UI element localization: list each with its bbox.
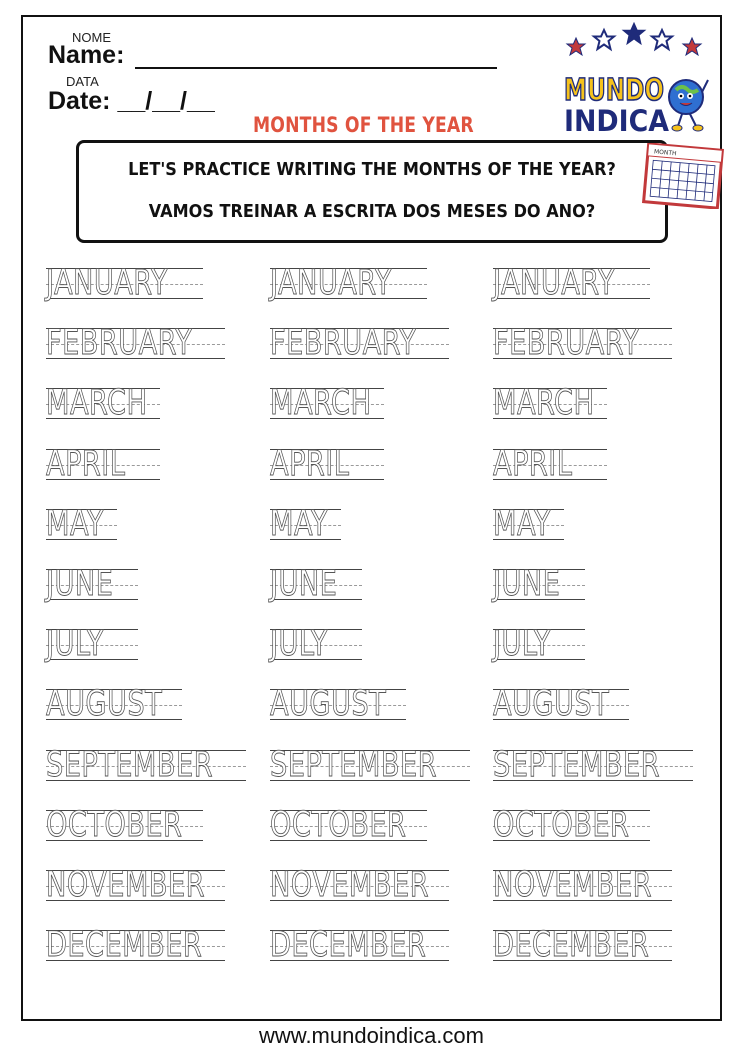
tracing-word: DECEMBER (493, 925, 650, 965)
tracing-word: JULY (46, 624, 104, 664)
tracing-word-cell[interactable] (46, 563, 138, 613)
calendar-icon (642, 143, 724, 209)
tracing-word: NOVEMBER (46, 865, 205, 905)
tracing-word-cell[interactable] (493, 382, 607, 432)
tracing-word: SEPTEMBER (46, 745, 213, 785)
tracing-word: NOVEMBER (493, 865, 652, 905)
tracing-word-cell[interactable] (46, 744, 246, 794)
instructions-box (76, 140, 668, 243)
tracing-word: MAY (493, 504, 551, 544)
tracing-word-cell[interactable] (46, 623, 138, 673)
tracing-word-cell[interactable] (270, 924, 449, 974)
tracing-word-cell[interactable] (46, 864, 225, 914)
tracing-word-cell[interactable] (270, 322, 449, 372)
tracing-word: JULY (270, 624, 328, 664)
tracing-word: MARCH (493, 383, 595, 423)
tracing-word: FEBRUARY (46, 323, 193, 363)
tracing-word: JUNE (46, 564, 114, 604)
tracing-word: AUGUST (493, 684, 610, 724)
tracing-word-cell[interactable] (270, 623, 362, 673)
tracing-word-cell[interactable] (493, 744, 693, 794)
logo-text-mundo: MUNDO (564, 73, 664, 108)
tracing-word-cell[interactable] (493, 563, 585, 613)
footer-url: www.mundoindica.com (259, 1023, 484, 1048)
tracing-word: OCTOBER (46, 805, 183, 845)
tracing-word: APRIL (46, 444, 126, 484)
name-label: Name: (48, 41, 125, 69)
tracing-word-cell[interactable] (493, 683, 629, 733)
tracing-word: APRIL (270, 444, 350, 484)
tracing-word-cell[interactable] (493, 262, 650, 312)
tracing-word: JUNE (270, 564, 338, 604)
tracing-word-cell[interactable] (46, 443, 160, 493)
tracing-word-cell[interactable] (46, 503, 117, 553)
tracing-word: MAY (270, 504, 328, 544)
tracing-word-cell[interactable] (493, 443, 607, 493)
tracing-word-cell[interactable] (493, 924, 672, 974)
tracing-word: OCTOBER (270, 805, 407, 845)
tracing-word-cell[interactable] (46, 382, 160, 432)
tracing-word: OCTOBER (493, 805, 630, 845)
mundo-indica-logo (556, 22, 716, 137)
tracing-word: JANUARY (493, 263, 615, 303)
tracing-word-cell[interactable] (270, 262, 427, 312)
tracing-word: SEPTEMBER (270, 745, 437, 785)
tracing-word-cell[interactable] (270, 443, 384, 493)
tracing-word: FEBRUARY (270, 323, 417, 363)
tracing-word: MARCH (46, 383, 148, 423)
tracing-word: AUGUST (46, 684, 163, 724)
name-label-pt: NOME (72, 30, 111, 45)
tracing-word: JANUARY (46, 263, 168, 303)
date-label-pt: DATA (66, 74, 99, 89)
tracing-word-cell[interactable] (270, 864, 449, 914)
tracing-word-cell[interactable] (493, 804, 650, 854)
tracing-word-cell[interactable] (493, 623, 585, 673)
tracing-word-cell[interactable] (46, 262, 203, 312)
page-title: MONTHS OF THE YEAR (253, 113, 474, 137)
logo-text-indica: INDICA (564, 104, 670, 137)
tracing-word: AUGUST (270, 684, 387, 724)
tracing-word: JULY (493, 624, 551, 664)
tracing-word: SEPTEMBER (493, 745, 660, 785)
tracing-word: MARCH (270, 383, 372, 423)
tracing-word-cell[interactable] (270, 744, 470, 794)
tracing-word: JUNE (493, 564, 561, 604)
tracing-word: APRIL (493, 444, 573, 484)
tracing-word-cell[interactable] (46, 804, 203, 854)
tracing-word-cell[interactable] (493, 322, 672, 372)
tracing-word-cell[interactable] (46, 924, 225, 974)
calendar-month-label: MONTH (653, 148, 677, 158)
tracing-word-cell[interactable] (270, 804, 427, 854)
stars-decoration (567, 23, 701, 55)
tracing-word: DECEMBER (46, 925, 203, 965)
tracing-word: MAY (46, 504, 104, 544)
tracing-word: NOVEMBER (270, 865, 429, 905)
tracing-word-cell[interactable] (493, 864, 672, 914)
tracing-word-cell[interactable] (270, 563, 362, 613)
instruction-english: LET'S PRACTICE WRITING THE MONTHS OF THE YEAR? (128, 160, 616, 180)
name-input-line[interactable] (135, 67, 497, 69)
tracing-word-cell[interactable] (46, 683, 182, 733)
tracing-word-cell[interactable] (493, 503, 564, 553)
tracing-word: FEBRUARY (493, 323, 640, 363)
tracing-word-cell[interactable] (270, 683, 406, 733)
tracing-word: DECEMBER (270, 925, 427, 965)
date-label: Date: __/__/__ (48, 87, 215, 115)
tracing-word-cell[interactable] (270, 503, 341, 553)
tracing-word: JANUARY (270, 263, 392, 303)
instruction-portuguese: VAMOS TREINAR A ESCRITA DOS MESES DO ANO? (148, 202, 596, 222)
tracing-word-cell[interactable] (46, 322, 225, 372)
globe-mascot-icon (669, 80, 708, 131)
tracing-word-cell[interactable] (270, 382, 384, 432)
